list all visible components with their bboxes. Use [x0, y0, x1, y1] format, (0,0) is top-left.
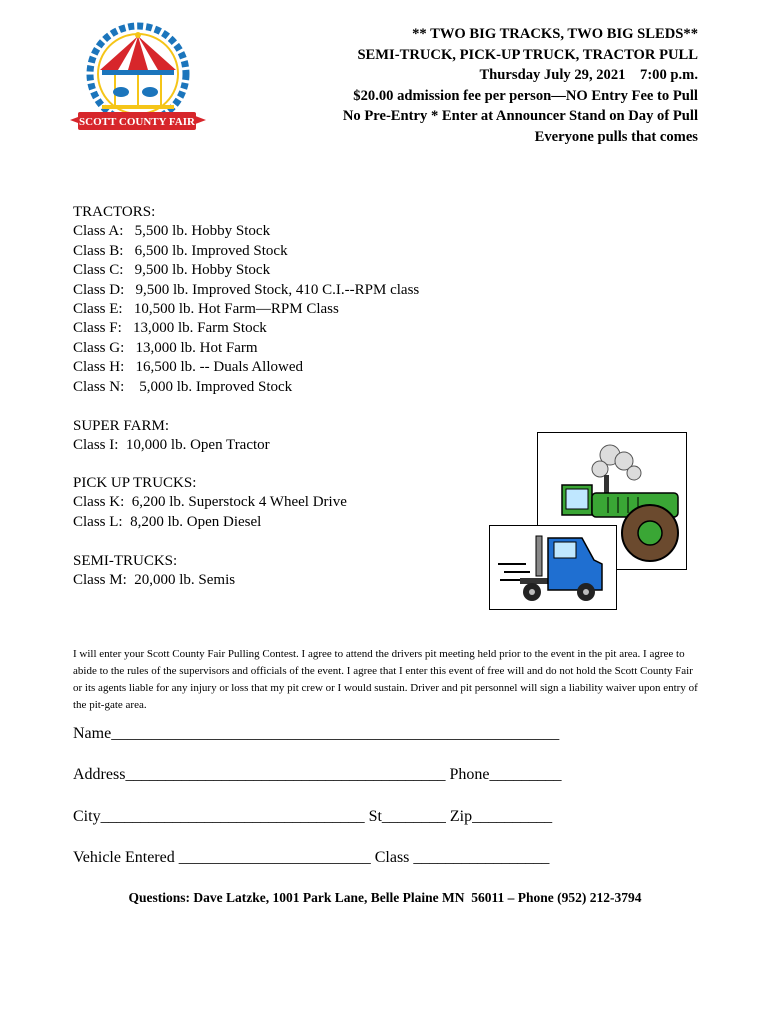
section-heading: SEMI-TRUCKS: — [73, 553, 178, 569]
city-state-zip-field[interactable]: City_________________________________ St________ Zip__________ — [73, 808, 553, 825]
tractors-section — [73, 203, 419, 397]
class-item: Class E: 10,500 lb. Hot Farm—RPM Class — [73, 301, 339, 318]
header-line: SEMI-TRUCK, PICK-UP TRUCK, TRACTOR PULL — [357, 46, 698, 63]
class-item: Class F: 13,000 lb. Farm Stock — [73, 320, 267, 337]
class-item: Class A: 5,500 lb. Hobby Stock — [73, 223, 271, 240]
class-item: Class B: 6,500 lb. Improved Stock — [73, 242, 288, 259]
header-line: Thursday July 29, 2021 7:00 p.m. — [479, 67, 698, 84]
vehicle-class-field[interactable]: Vehicle Entered ________________________ Class _________________ — [73, 849, 550, 866]
header-line: No Pre-Entry * Enter at Announcer Stand on Day of Pull — [342, 108, 698, 125]
semi-truck-clipart — [489, 525, 617, 610]
class-item: Class K: 6,200 lb. Superstock 4 Wheel Drive — [73, 494, 347, 511]
section-heading: SUPER FARM: — [73, 418, 170, 434]
pickup-trucks-section — [73, 474, 347, 532]
class-item: Class D: 9,500 lb. Improved Stock, 410 C.I.--RPM class — [73, 281, 420, 298]
contact-info: Questions: Dave Latzke, 1001 Park Lane, Belle Plaine MN 56011 – Phone (952) 212-3794 — [128, 890, 642, 905]
semi-trucks-section — [73, 552, 235, 591]
class-item: Class N: 5,000 lb. Improved Stock — [73, 378, 293, 395]
class-item: Class M: 20,000 lb. Semis — [73, 572, 236, 589]
section-heading: PICK UP TRUCKS: — [73, 475, 197, 491]
address-phone-field[interactable]: Address________________________________________ Phone_________ — [73, 766, 562, 783]
liability-agreement: I will enter your Scott County Fair Pulling Contest. I agree to attend the drivers pit meeting held prior to the event in the pit area. I agree to abide to the rules of the supervisors and officials of the event. I agree that I enter this event of free will and do not hold the Scott County Fair or its agents liable for any injury or loss that my pit crew or I would sustain. Driver and pit personnel will sign a liability waiver upon entry of the pit-gate area. — [73, 648, 698, 711]
section-heading: TRACTORS: — [73, 204, 156, 220]
class-item: Class I: 10,000 lb. Open Tractor — [73, 437, 270, 454]
class-item: Class C: 9,500 lb. Hobby Stock — [73, 262, 271, 279]
super-farm-section — [73, 417, 270, 456]
logo-text: SCOTT COUNTY FAIR — [79, 116, 195, 128]
class-item: Class L: 8,200 lb. Open Diesel — [73, 513, 262, 530]
class-item: Class H: 16,500 lb. -- Duals Allowed — [73, 359, 303, 376]
event-header — [343, 24, 698, 148]
header-line: $20.00 admission fee per person—NO Entry Fee to Pull — [353, 87, 698, 104]
name-field[interactable]: Name________________________________________________________ — [73, 725, 560, 742]
header-line: ** TWO BIG TRACKS, TWO BIG SLEDS** — [412, 26, 698, 42]
class-item: Class G: 13,000 lb. Hot Farm — [73, 339, 258, 356]
header-line: Everyone pulls that comes — [534, 128, 698, 145]
scott-county-fair-logo — [66, 22, 208, 140]
